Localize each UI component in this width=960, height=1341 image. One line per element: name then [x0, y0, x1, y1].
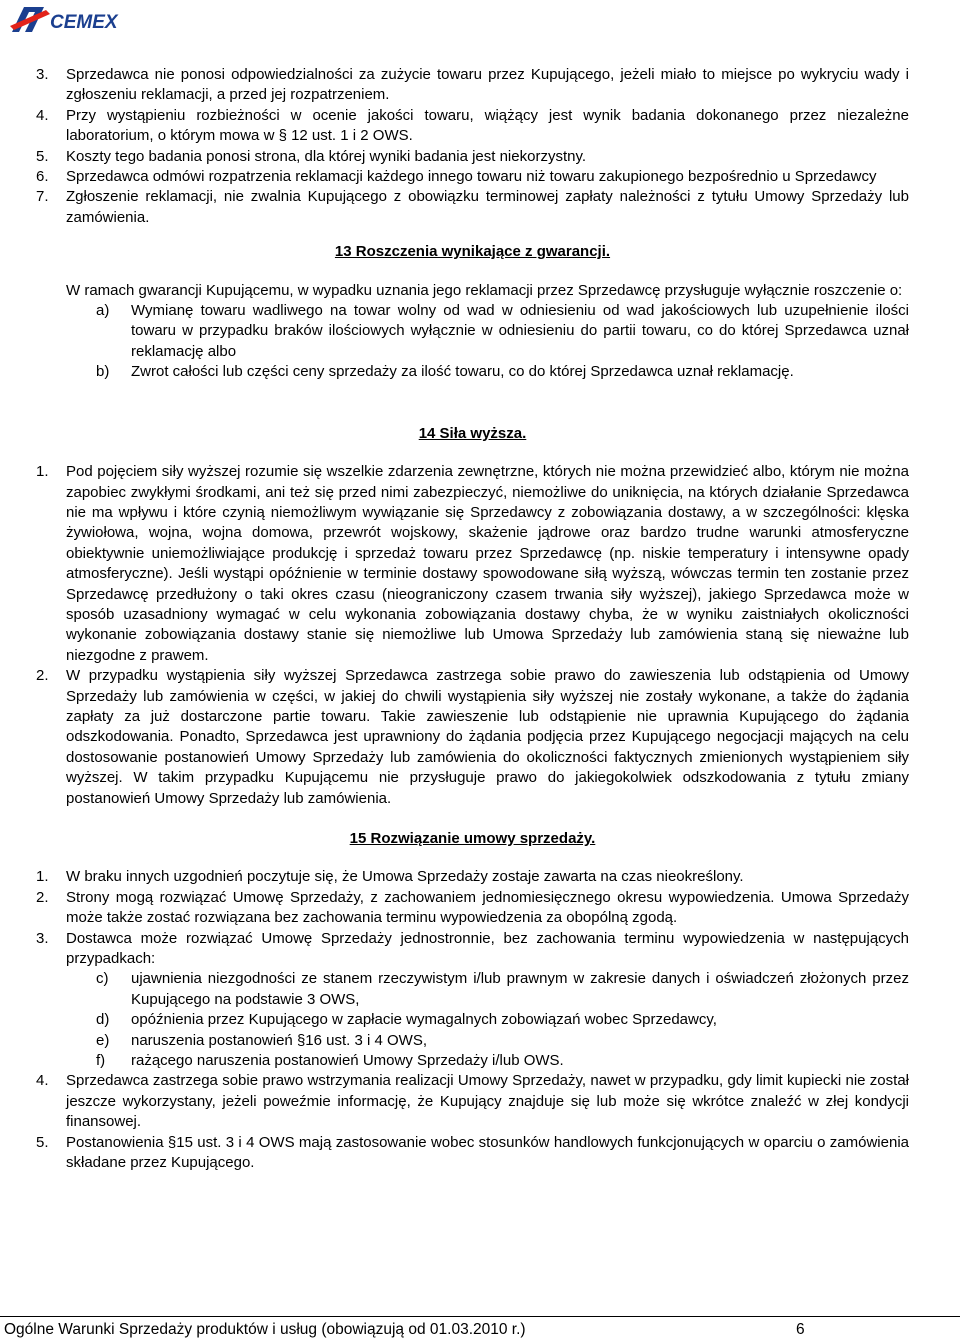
page-number: 6 — [796, 1321, 805, 1338]
list-item: 5. Koszty tego badania ponosi strona, dla której wyniki badania jest niekorzystny. — [36, 147, 587, 165]
sub-item: c) ujawnienia niezgodności ze stanem rzeczywistym i/lub prawnym w zakresie danych i oświadczeń złożonych przez Kupującego na podstawie 3 OWS, — [96, 970, 909, 1008]
section-heading-15: 15 Rozwiązanie umowy sprzedaży. — [349, 830, 596, 847]
sub-item: a) Wymianę towaru wadliwego na towar wolny od wad w odniesieniu od wad jakościowych lub uzupełnienie ilości towaru w przypadku braków ilościowych wyłącznie w odniesieniu do partii towaru, co do której Sprzedawca uznał reklamację albo — [96, 302, 909, 360]
footer-text: Ogólne Warunki Sprzedaży produktów i usług (obowiązują od 01.03.2010 r.) — [4, 1321, 526, 1338]
list-item: 5. Postanowienia §15 ust. 3 i 4 OWS mają zastosowanie wobec stosunków handlowych funkcjonujących w oparciu o zamówienia składane przez Kupującego. — [36, 1133, 909, 1172]
sub-item: e) naruszenia postanowień §16 ust. 3 i 4 OWS, — [96, 1031, 428, 1049]
list-item: 1. W braku innych uzgodnień poczytuje się, że Umowa Sprzedaży zostaje zawarta na czas nieokreślony. — [36, 868, 744, 886]
list-item: 7. Zgłoszenie reklamacji, nie zwalnia Kupującego z obowiązku terminowej zapłaty należności z tytułu Umowy Sprzedaży lub zamówienia. — [36, 188, 909, 226]
list-item: 2. Strony mogą rozwiązać Umowę Sprzedaży, z zachowaniem jednomiesięcznego okresu wypowiedzenia. Umowa Sprzedaży może także zostać rozwiązana bez zachowania terminu wypowiedzenia za obopólną zgodą. — [36, 888, 909, 927]
list-item: 6. Sprzedawca odmówi rozpatrzenia reklamacji każdego innego towaru niż towaru zakupionego bezpośrednio u Sprzedawcy — [36, 168, 877, 186]
section-heading-13: 13 Roszczenia wynikające z gwarancji. — [334, 243, 611, 261]
section-13-intro: W ramach gwarancji Kupującemu, w wypadku uznania jego reklamacji przez Sprzedawcę przysługuje wyłącznie roszczenie o: — [66, 281, 903, 299]
list-item: 2. W przypadku wystąpienia siły wyższej Sprzedawca zastrzega sobie prawo do zawieszenia lub odstąpienia od Umowy Sprzedaży lub zamówienia w części, w jakiej do chwili wystąpienia siły wyższej nie zostały wykonane, a także do żądania zapłaty za już dostarczone partie towaru. Takie zawieszenie lub odstąpienie nie uprawnia Kupującego do żądania odszkodowania. Ponadto, Sprzedawca jest uprawniony do żądania podjęcia przez Kupującego negocjacji mających na celu dostosowanie postanowień Umowy Sprzedaży lub zamówienia do okoliczności faktycznych zmienionych wystąpieniem siły wyższej. W takim przypadku Kupującemu nie przysługuje prawo do jakiegokolwiek odszkodowania z tytułu zmiany postanowień Umowy Sprzedaży lub zamówienia. — [36, 667, 909, 807]
list-item: 3. Sprzedawca nie ponosi odpowiedzialności za zużycie towaru przez Kupującego, jeżeli miało to miejsce po wykryciu wady i zgłoszeniu reklamacji, a przed jej rozpatrzeniem. — [36, 66, 909, 104]
cemex-logo-mark — [10, 2, 130, 36]
list-item: 1. Pod pojęciem siły wyższej rozumie się wszelkie zdarzenia zewnętrzne, których nie można przewidzieć albo, którym nie można zapobiec zwykłymi środkami, ani też się przed nimi zabezpieczyć, niemożliwe do uniknięcia, na których działanie Sprzedawca nie ma wpływu i które czynią niemożliwym wywiązanie się Sprzedawcy z zobowiązania dostawy, a w szczególności: klęska żywiołowa, wojna, wojna domowa, przewrót wojskowy, skażenie jądrowe oraz bardzo trudne warunki atmosferyczne obiektywnie uniemożliwiające produkcję i sprzedaż towaru przez Sprzedawcę (np. niskie temperatury i intensywne opady atmosferyczne). Jeśli wystąpi opóźnienie w terminie dostawy spowodowane siłą wyższą, wówczas termin ten zostanie przez Sprzedawcę przedłużony o taki okres czasu (nieograniczony czasem trwania siły wyższej), jakiego Sprzedawca może w sposób uzasadniony wymagać w celu wykonania zobowiązania dostawy chyba, że w wyniku zaistniałych okoliczności wykonanie zobowiązania dostawy stanie się niemożliwe lub Umowa Sprzedaży lub zamówienia staną się nieważne lub niezgodne z prawem. — [36, 463, 909, 664]
document-body — [36, 65, 909, 1174]
list-item: 4. Sprzedawca zastrzega sobie prawo wstrzymania realizacji Umowy Sprzedaży, nawet w przypadku, gdy limit kupiecki nie został jeszcze wykorzystany, jeżeli poweźmie informację, że Kupujący znajduje się lub może się wkrótce znaleźć w złej kondycji finansowej. — [36, 1072, 909, 1131]
logo-text: CEMEX — [50, 12, 118, 33]
section-heading-14: 14 Siła wyższa. — [418, 424, 527, 442]
sub-item: f) rażącego naruszenia postanowień Umowy Sprzedaży i/lub OWS. — [96, 1052, 564, 1070]
sub-item: d) opóźnienia przez Kupującego w zapłacie wymagalnych zobowiązań wobec Sprzedawcy, — [96, 1011, 717, 1029]
sub-item: b) Zwrot całości lub części ceny sprzedaży za ilość towaru, co do której Sprzedawca uznał reklamację. — [96, 363, 794, 381]
list-item: 3. Dostawca może rozwiązać Umowę Sprzedaży jednostronnie, bez zachowania terminu wypowiedzenia w następujących przypadkach: — [36, 929, 909, 968]
list-item: 4. Przy wystąpieniu rozbieżności w ocenie jakości towaru, wiążący jest wynik badania dokonanego przez niezależne laboratorium, o którym mowa w § 12 ust. 1 i 2 OWS. — [36, 106, 909, 145]
page-footer — [0, 1316, 960, 1341]
cemex-logo — [10, 2, 130, 36]
